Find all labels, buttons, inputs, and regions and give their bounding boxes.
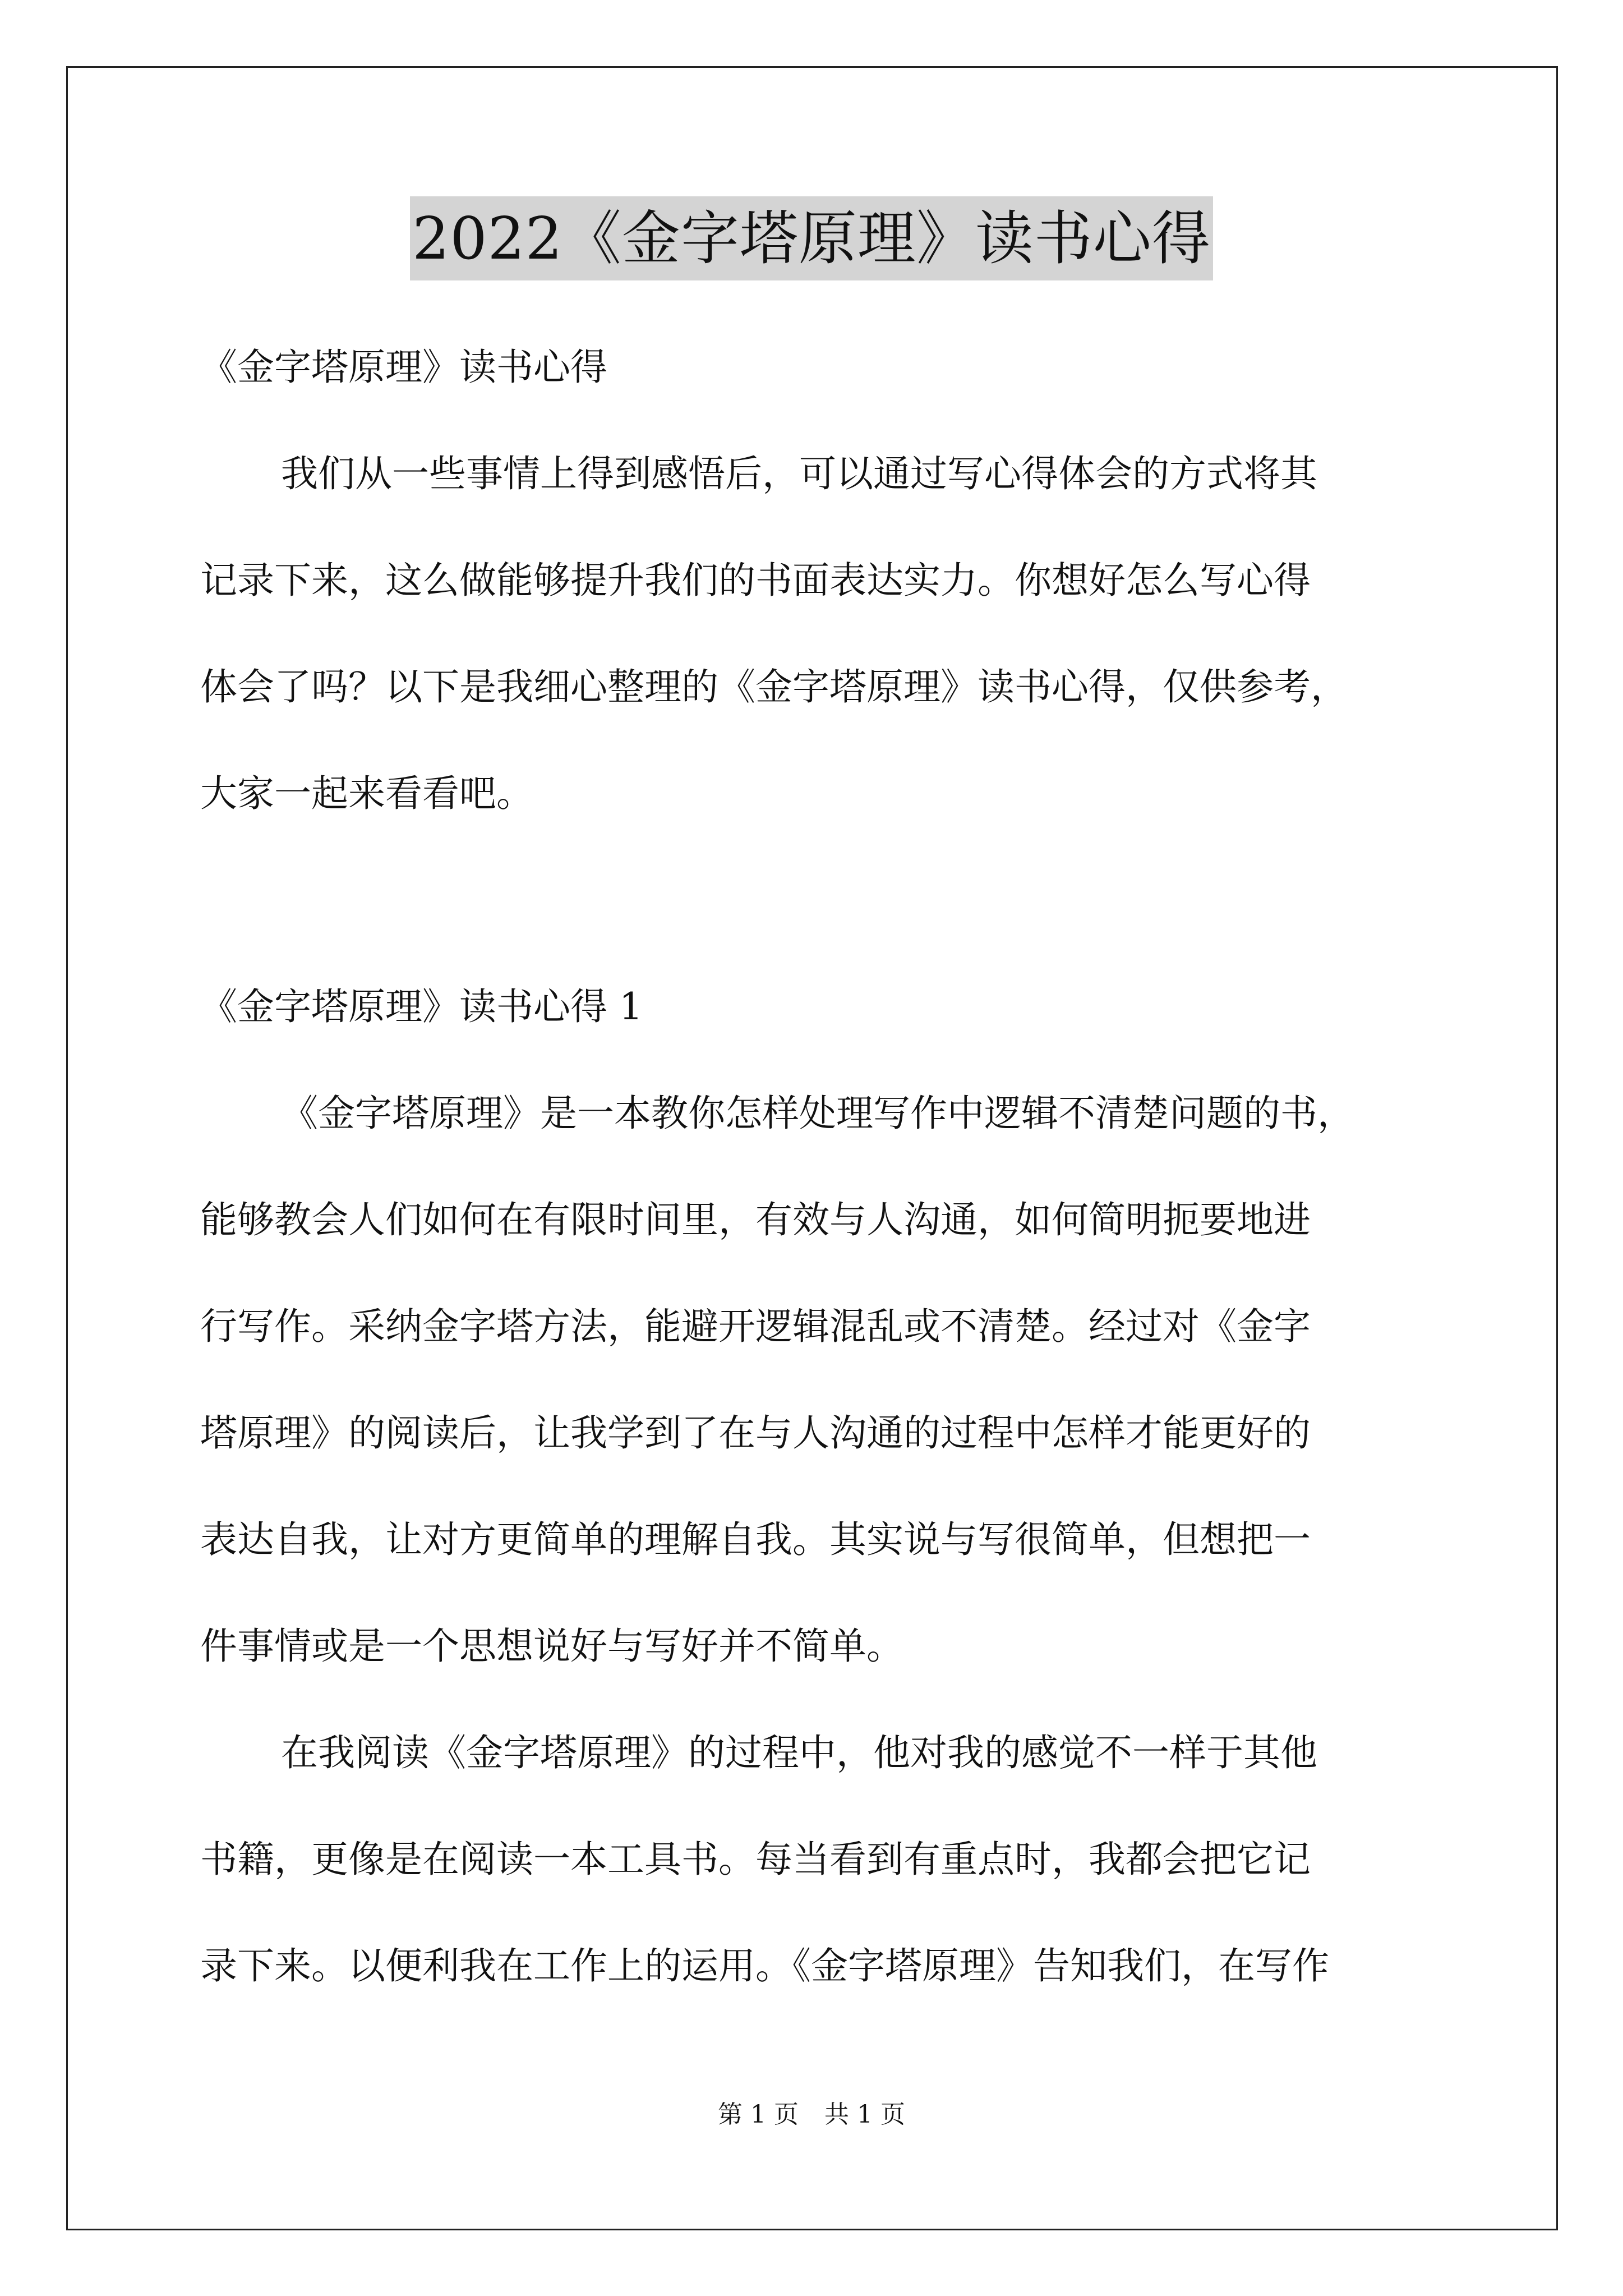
paragraph-line: 行写作。采纳金字塔方法，能避开逻辑混乱或不清楚。经过对《金字 — [200, 1305, 1311, 1348]
page-number: 第 1 页 — [718, 2100, 799, 2129]
paragraph-line: 记录下来，这么做能够提升我们的书面表达实力。你想好怎么写心得 — [200, 559, 1311, 602]
paragraph-line: 件事情或是一个思想说好与写好并不简单。 — [200, 1625, 903, 1668]
document-title[interactable]: 2022《金字塔原理》读书心得 — [410, 196, 1213, 280]
paragraph-line: 表达自我，让对方更简单的理解自我。其实说与写很简单，但想把一 — [200, 1518, 1311, 1561]
paragraph-line: 在我阅读《金字塔原理》的过程中，他对我的感觉不一样于其他 — [281, 1731, 1317, 1774]
paragraph-line: 书籍，更像是在阅读一本工具书。每当看到有重点时，我都会把它记 — [200, 1838, 1311, 1881]
paragraph-line: 塔原理》的阅读后，让我学到了在与人沟通的过程中怎样才能更好的 — [200, 1411, 1311, 1455]
blank-line — [200, 847, 1462, 954]
paragraph-line: 录下来。以便利我在工作上的运用。《金字塔原理》告知我们，在写作 — [200, 1944, 1329, 1987]
intro-heading[interactable]: 《金字塔原理》读书心得 — [200, 346, 607, 389]
document-body — [200, 314, 1462, 2019]
intro-paragraph[interactable] — [200, 421, 1462, 847]
paragraph-line: 大家一起来看看吧。 — [200, 772, 533, 815]
paragraph-line: 体会了吗？以下是我细心整理的《金字塔原理》读书心得，仅供参考， — [200, 665, 1348, 708]
paragraph-line: 我们从一些事情上得到感悟后，可以通过写心得体会的方式将其 — [281, 452, 1317, 495]
title-container — [0, 196, 1623, 280]
section-heading[interactable]: 《金字塔原理》读书心得 1 — [200, 985, 643, 1028]
section-paragraph-1[interactable] — [200, 1060, 1462, 1700]
page-total: 共 1 页 — [824, 2100, 905, 2129]
paragraph-line: 《金字塔原理》是一本教你怎样处理写作中逻辑不清楚问题的书， — [281, 1092, 1354, 1135]
page-footer — [0, 2098, 1623, 2132]
paragraph-line: 能够教会人们如何在有限时间里，有效与人沟通，如何简明扼要地进 — [200, 1198, 1311, 1241]
section-paragraph-2[interactable] — [200, 1700, 1462, 2019]
